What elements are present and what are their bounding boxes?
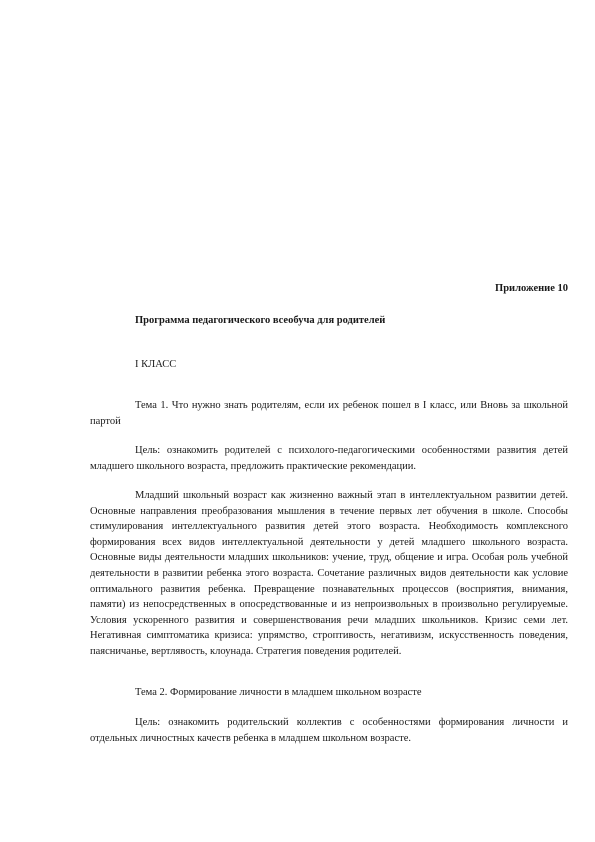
topic2-title: Тема 2. Формирование личности в младшем школьном возрасте xyxy=(135,687,422,698)
topic1-content: Младший школьный возраст как жизненно важный этап в интеллектуальном развитии детей. Основные направления преобразования мышления в течение первых лет обучения в школе. Способы стимулирования интеллектуального развития детей этого возраста. Необходимость комплексного формирования всех видов интеллектуальной деятельности у детей младшего школьного возраста. Основные виды деятельности младших школьников: учение, труд, общение и игра. Особая роль учебной деятельности в развитии ребенка этого возраста. Сочетание различных видов деятельности как условие оптимального развития ребенка. Превращение познавательных процессов (восприятия, внимания, памяти) из непосредственных в опосредствованные и из непроизвольных в произвольно регулируемые. Условия ускоренного развития и совершенствования речи младших школьников. Кризис семи лет. Негативная симптоматика кризиса: упрямство, строптивость, негативизм, искусственность поведения, паясничанье, вертлявость, клоунада. Стратегия поведения родителей. xyxy=(90,490,568,657)
topic2-goal: Цель: ознакомить родительский коллектив с особенностями формирования личности и отдельных личностных качеств ребенка в младшем школьном возрасте. xyxy=(90,717,568,744)
topic1-title: Тема 1. Что нужно знать родителям, если их ребенок пошел в I класс, или Вновь за школьной партой xyxy=(90,400,568,427)
class-heading: I КЛАСС xyxy=(135,359,177,370)
program-title: Программа педагогического всеобуча для родителей xyxy=(135,315,386,326)
topic1-goal: Цель: ознакомить родителей с психолого-педагогическими особенностями развития детей младшего школьного возраста, предложить практические рекомендации. xyxy=(90,445,568,472)
appendix-label: Приложение 10 xyxy=(495,283,568,294)
